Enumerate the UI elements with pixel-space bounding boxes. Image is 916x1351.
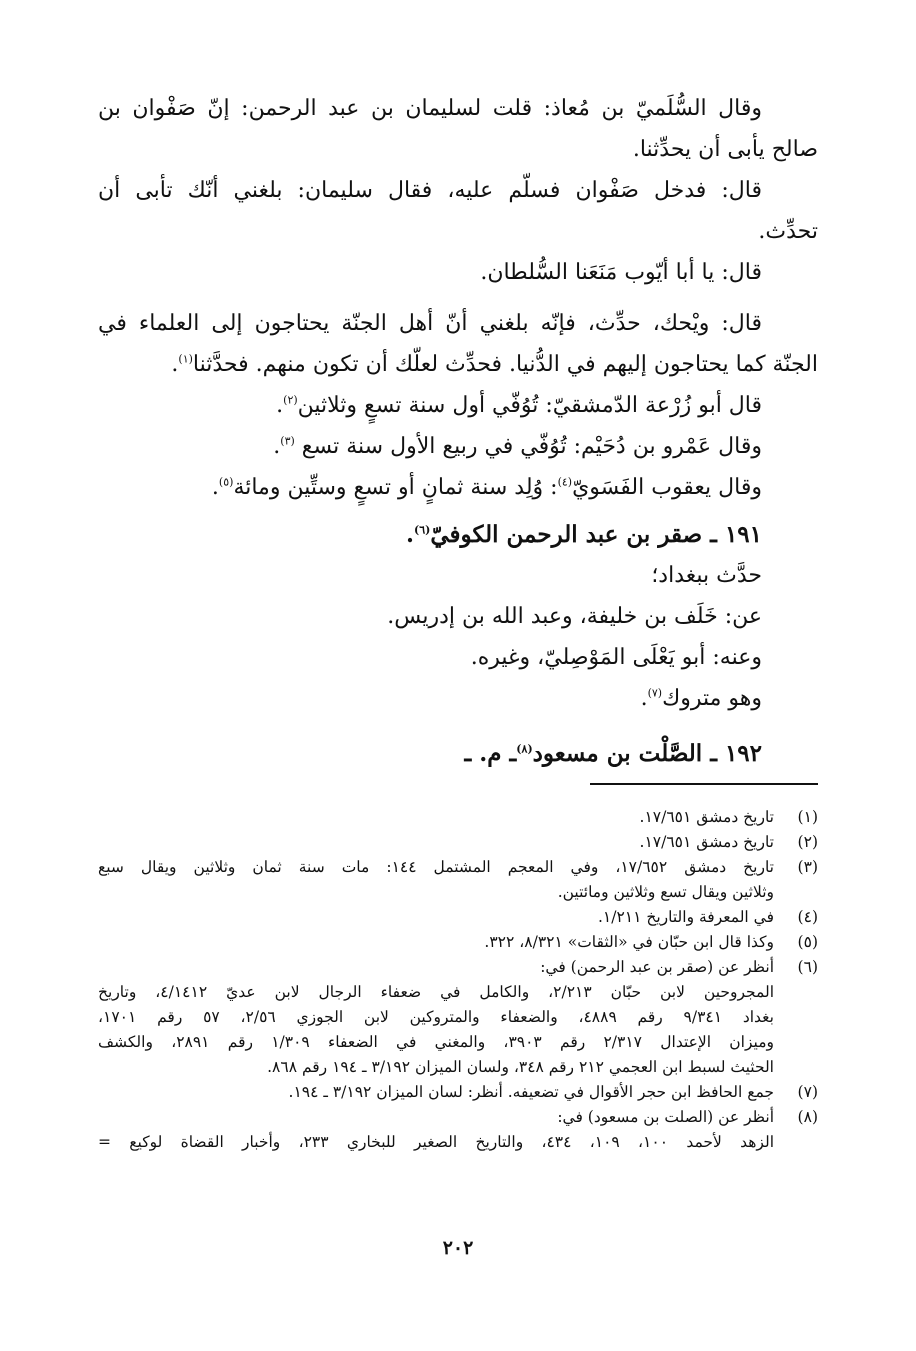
footnote-line: وميزان الإعتدال ٢/٣١٧ رقم ٣٩٠٣، والمغني في الضعفاء ١/٣٠٩ رقم ٢٨٩١، والكشف: [98, 1033, 774, 1051]
footnote: [98, 1080, 818, 1105]
footnote-text: [98, 1105, 774, 1155]
footnote-separator: [590, 783, 818, 785]
paragraph-7-text-b: : وُلِد سنة ثمانٍ أو تسعٍ وستِّين ومائة: [233, 475, 558, 500]
footnote-text: [98, 805, 774, 830]
paragraph-1-line-1: وقال السُّلَميّ بن مُعاذ: قلت لسليمان بن عبد الرحمن: إنّ صَفْوان بن: [98, 96, 762, 121]
footnote-ref-5[interactable]: (٥): [218, 475, 234, 489]
paragraph-5-end: .: [276, 393, 284, 418]
entry-192-end: ـ م. ـ: [464, 740, 517, 767]
footnote: [98, 855, 818, 905]
footnote-ref-6[interactable]: (٦): [414, 523, 431, 537]
paragraph-6-end: .: [273, 434, 281, 459]
footnote-text: [98, 930, 774, 955]
paragraph-6: [98, 426, 818, 467]
entry-191-end: .: [406, 521, 415, 548]
footnote-text: [98, 955, 774, 1080]
footnote-line: وثلاثين ويقال تسع وثلاثين ومائتين.: [557, 883, 774, 901]
paragraph-4-text: الجنّة كما يحتاجون إليهم في الدُّنيا. فحدِّث لعلّك أن تكون منهم. فحدَّثنا: [192, 352, 818, 377]
footnote-line: تاريخ دمشق ١٧/٦٥١.: [639, 833, 774, 851]
entry-191-line-3: وعنه: أبو يَعْلَى المَوْصِليّ، وغيره.: [470, 645, 762, 670]
entry-191-line-4: [98, 678, 818, 719]
paragraph-7: [98, 467, 818, 508]
paragraph-1-line-2: صالح يأبى أن يحدِّثنا.: [632, 137, 818, 162]
footnote-number: (٢): [797, 833, 818, 851]
footnote: [98, 955, 818, 1080]
footnote-line: المجروحين لابن حبّان ٢/٢١٣، والكامل في ضعفاء الرجال لابن عديّ ٤/١٤١٢، وتاريخ: [98, 983, 774, 1001]
footnote-number: (١): [797, 808, 818, 826]
entry-191-title: ١٩١ ـ صقر بن عبد الرحمن الكوفيّ: [430, 521, 762, 548]
paragraph-7-end: .: [211, 475, 219, 500]
paragraph-5: [98, 385, 818, 426]
paragraph-3: قال: يا أبا أيّوب مَنَعَنا السُّلطان.: [480, 260, 762, 285]
footnote-ref-7[interactable]: (٧): [647, 686, 663, 700]
footnote-text: [98, 1080, 774, 1105]
paragraph-5-text: قال أبو زُرْعة الدّمشقيّ: تُوُفّي أول سنة تسعٍ وثلاثين: [297, 393, 762, 418]
footnote-number: (٦): [797, 958, 818, 976]
paragraph-2-line-2: تحدِّث.: [758, 219, 818, 244]
paragraph-4-line-1: قال: ويْحك، حدِّث، فإنّه بلغني أنّ أهل الجنّة يحتاجون إلى العلماء في: [98, 311, 762, 336]
footnote-ref-2[interactable]: (٢): [283, 393, 298, 407]
footnote-line: جمع الحافظ ابن حجر الأقوال في تضعيفه. أنظر: لسان الميزان ٣/١٩٢ ـ ١٩٤.: [288, 1083, 774, 1101]
paragraph-7-text-a: وقال يعقوب الفَسَويّ: [572, 475, 762, 500]
paragraph-2-line-1: قال: فدخل صَفْوان فسلّم عليه، فقال سليمان: بلغني أنّك تأبى أن: [98, 178, 762, 203]
footnote-line: تاريخ دمشق ١٧/٦٥١.: [639, 808, 774, 826]
footnote-text: [98, 830, 774, 855]
main-text: [98, 88, 818, 774]
footnote: [98, 830, 818, 855]
footnote-line: الزهد لأحمد ١٠٠، ١٠٩، ٤٣٤، والتاريخ الصغير للبخاري ٢٣٣، وأخبار القضاة لوكيع =: [98, 1133, 775, 1151]
footnote-number: (٤): [797, 908, 818, 926]
footnote-number: (٨): [797, 1108, 818, 1126]
entry-191-line-4-end: .: [640, 686, 648, 711]
footnote: [98, 805, 818, 830]
footnote-ref-4[interactable]: (٤): [557, 475, 573, 489]
footnote-line: وكذا قال ابن حبّان في «الثقات» ٨/٣٢١، ٣٢٢.: [484, 933, 774, 951]
footnote-number: (٣): [797, 858, 818, 876]
footnote-number: (٧): [797, 1083, 818, 1101]
entry-191-heading: [98, 514, 818, 555]
page-number: ٢٠٢: [442, 1237, 474, 1259]
paragraph-4-line-2: [98, 344, 818, 385]
entry-191-line-4-text: وهو متروك: [662, 686, 762, 711]
footnote-text: [98, 905, 774, 930]
footnote: [98, 905, 818, 930]
entry-191-line-1: حدَّث ببغداد؛: [651, 563, 762, 588]
entry-191-line-2: عن: خَلَف بن خليفة، وعبد الله بن إدريس.: [387, 604, 762, 629]
paragraph-6-text: وقال عَمْرو بن دُحَيْم: تُوُفّي في ربيع الأول سنة تسع: [301, 434, 762, 459]
footnote-line: في المعرفة والتاريخ ١/٢١١.: [597, 908, 774, 926]
entry-192-heading: [98, 733, 818, 774]
footnote: [98, 930, 818, 955]
paragraph-4-end: .: [171, 352, 179, 377]
footnote-line: أنظر عن (صقر بن عبد الرحمن) في:: [540, 958, 774, 976]
footnote-text: [98, 855, 774, 905]
footnote-ref-3[interactable]: (٣): [280, 434, 295, 448]
footnote-line: أنظر عن (الصلت بن مسعود) في:: [557, 1108, 774, 1126]
footnotes: [98, 805, 818, 1155]
footnote-line: تاريخ دمشق ١٧/٦٥٢، وفي المعجم المشتمل ١٤٤: مات سنة ثمان وثلاثين ويقال سبع: [98, 858, 774, 876]
footnote-ref-1[interactable]: (١): [178, 352, 193, 366]
footnote-ref-8[interactable]: (٨): [516, 742, 533, 756]
footnote: [98, 1105, 818, 1155]
footnote-line: الحثيث لسبط ابن العجمي ٢١٢ رقم ٣٤٨، ولسان الميزان ٣/١٩٢ ـ ١٩٤ رقم ٨٦٨.: [267, 1058, 774, 1076]
entry-192-title: ١٩٢ ـ الصَّلْت بن مسعود: [532, 740, 762, 767]
footnote-number: (٥): [797, 933, 818, 951]
footnote-line: بغداد ٩/٣٤١ رقم ٤٨٨٩، والضعفاء والمتروكين لابن الجوزي ٢/٥٦، ٥٧ رقم ١٧٠١،: [98, 1008, 774, 1026]
